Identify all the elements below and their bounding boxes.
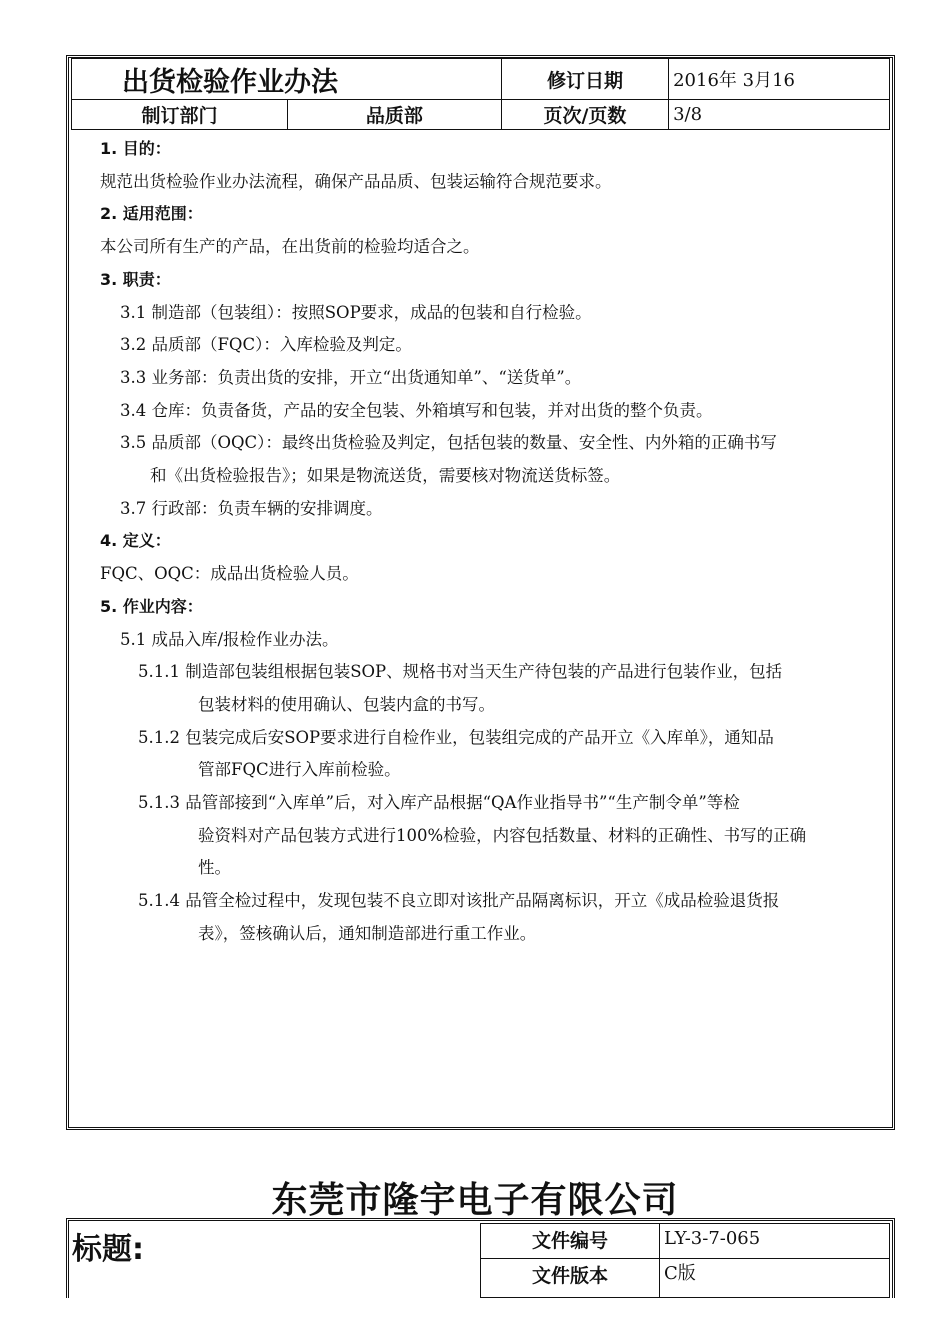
sub-list-item-continuation: 验资料对产品包装方式进行100%检验，内容包括数量、材料的正确性、书写的正确 (198, 825, 807, 845)
doc-title: 出货检验作业办法 (72, 59, 502, 100)
sub-list-item: 5.1.3 品管部接到“入库单”后，对入库产品根据“QA作业指导书”“生产制令单”等检 (138, 793, 740, 813)
dept-value: 品质部 (287, 100, 501, 130)
doc-no-label: 文件编号 (480, 1223, 660, 1259)
sub-list-item-continuation: 表》，签核确认后，通知制造部进行重工作业。 (198, 923, 537, 943)
paragraph: FQC、OQC：成品出货检验人员。 (100, 564, 359, 584)
sub-list-item: 5.1.2 包装完成后安SOP要求进行自检作业，包装组完成的产品开立《入库单》，通知品 (138, 727, 774, 747)
footer-table (66, 1218, 895, 1344)
header-table (71, 58, 890, 130)
version-label: 文件版本 (480, 1258, 660, 1298)
page-label: 页次/页数 (501, 100, 668, 130)
doc-no-value: LY-3-7-065 (659, 1223, 890, 1259)
title-label: 标题: (72, 1232, 144, 1267)
dept-label: 制订部门 (72, 100, 288, 130)
list-item-continuation: 和《出货检验报告》；如果是物流送货，需要核对物流送货标签。 (150, 466, 621, 486)
list-item: 5.1 成品入库/报检作业办法。 (120, 629, 339, 649)
page-value: 3/8 (669, 100, 890, 130)
sub-list-item-continuation: 性。 (198, 858, 231, 878)
revision-date-value: 2016年 3月16 (669, 59, 890, 100)
list-item: 3.7 行政部：负责车辆的安排调度。 (120, 498, 383, 518)
section-heading: 5. 作业内容： (100, 596, 203, 616)
list-item: 3.2 品质部（FQC）：入库检验及判定。 (120, 335, 412, 355)
list-item: 3.1 制造部（包装组）：按照SOP要求，成品的包装和自行检验。 (120, 302, 592, 322)
section-heading: 3. 职责： (100, 269, 171, 289)
sub-list-item-continuation: 包装材料的使用确认、包装内盒的书写。 (198, 694, 495, 714)
document-body (100, 133, 890, 951)
section-heading: 1. 目的： (100, 139, 171, 158)
sub-list-item-continuation: 管部FQC进行入库前检验。 (198, 760, 401, 780)
list-item: 3.4 仓库：负责备货，产品的安全包装、外箱填写和包装，并对出货的整个负责。 (120, 400, 713, 420)
version-value: C版 (659, 1258, 890, 1298)
sub-list-item: 5.1.4 品管全检过程中，发现包装不良立即对该批产品隔离标识，开立《成品检验退货报 (138, 891, 780, 911)
list-item: 3.5 品质部（OQC）：最终出货检验及判定，包括包装的数量、安全性、内外箱的正确书写 (120, 433, 777, 453)
sub-list-item: 5.1.1 制造部包装组根据包装SOP、规格书对当天生产待包装的产品进行包装作业，包括 (138, 662, 783, 682)
list-item: 3.3 业务部：负责出货的安排，开立“出货通知单”、“送货单”。 (120, 367, 582, 387)
paragraph: 本公司所有生产的产品，在出货前的检验均适合之。 (100, 237, 480, 257)
section-heading: 2. 适用范围： (100, 204, 203, 224)
section-heading: 4. 定义： (100, 531, 171, 551)
paragraph: 规范出货检验作业办法流程，确保产品品质、包装运输符合规范要求。 (100, 171, 612, 191)
company-name: 东莞市隆宇电子有限公司 (271, 1180, 679, 1221)
revision-date-label: 修订日期 (501, 59, 668, 100)
